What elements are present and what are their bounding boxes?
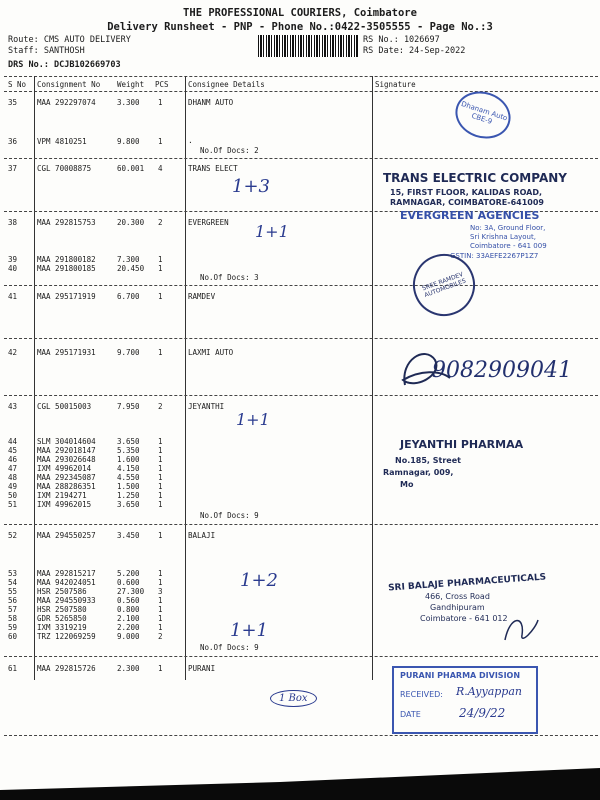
cell-sno: 57 xyxy=(8,605,18,614)
cell-sno: 47 xyxy=(8,464,18,473)
cell-consignment: MAA 292815217 xyxy=(37,569,96,578)
cell-consignment: MAA 942024051 xyxy=(37,578,96,587)
cell-weight: 27.300 xyxy=(117,587,145,596)
cell-consignment: IXM 49962014 xyxy=(37,464,92,473)
cell-pcs: 1 xyxy=(158,482,163,491)
jeyanthi-stamp-line: No.185, Street xyxy=(395,456,461,465)
cell-pcs: 1 xyxy=(158,464,163,473)
cell-weight: 1.250 xyxy=(117,491,140,500)
cell-weight: 5.350 xyxy=(117,446,140,455)
cell-consignee: TRANS ELECT xyxy=(188,164,238,173)
cell-consignment: MAA 288286351 xyxy=(37,482,96,491)
cell-weight: 3.300 xyxy=(117,98,140,107)
cell-weight: 20.450 xyxy=(117,264,145,273)
purani-stamp-line: 24/9/22 xyxy=(459,706,506,720)
purani-receipt-stamp xyxy=(392,666,538,734)
cell-consignee: EVERGREEN xyxy=(188,218,229,227)
cell-sno: 60 xyxy=(8,632,18,641)
purani-stamp-line: PURANI PHARMA DIVISION xyxy=(400,671,521,680)
divider xyxy=(4,395,598,396)
cell-weight: 4.550 xyxy=(117,473,140,482)
cell-weight: 9.700 xyxy=(117,348,140,357)
col-header-consignee: Consignee Details xyxy=(188,80,265,89)
cell-pcs: 1 xyxy=(158,473,163,482)
cell-sno: 41 xyxy=(8,292,18,301)
cell-weight: 4.150 xyxy=(117,464,140,473)
divider xyxy=(4,735,598,736)
divider xyxy=(4,91,598,92)
handwritten-count: 1+1 xyxy=(236,410,270,429)
cell-consignee: BALAJI xyxy=(188,531,216,540)
column-rule xyxy=(34,76,35,680)
cell-pcs: 2 xyxy=(158,632,163,641)
cell-consignment: MAA 291800182 xyxy=(37,255,96,264)
handwritten-count: 1+1 xyxy=(255,222,289,241)
cell-pcs: 1 xyxy=(158,98,163,107)
evergreen-stamp-line: EVERGREEN AGENCIES xyxy=(400,209,540,222)
column-rule xyxy=(185,76,186,680)
balaji-stamp-line: SRI BALAJE PHARMACEUTICALS xyxy=(387,572,547,594)
cell-consignment: GDR 5265850 xyxy=(37,614,87,623)
rs-date: RS Date: 24-Sep-2022 xyxy=(363,46,466,56)
route-label: Route: CMS AUTO DELIVERY xyxy=(8,35,131,45)
divider xyxy=(4,76,598,77)
cell-sno: 39 xyxy=(8,255,18,264)
cell-sno: 55 xyxy=(8,587,18,596)
purani-stamp-line: DATE xyxy=(400,710,421,719)
cell-pcs: 1 xyxy=(158,500,163,509)
cell-consignment: MAA 294550933 xyxy=(37,596,96,605)
cell-weight: 2.100 xyxy=(117,614,140,623)
purani-stamp-line: R.Ayyappan xyxy=(456,685,522,698)
docs-count: No.Of Docs: 2 xyxy=(200,146,259,155)
cell-consignment: MAA 293026648 xyxy=(37,455,96,464)
cell-pcs: 1 xyxy=(158,664,163,673)
cell-weight: 7.300 xyxy=(117,255,140,264)
cell-sno: 36 xyxy=(8,137,18,146)
cell-pcs: 1 xyxy=(158,255,163,264)
divider xyxy=(4,524,598,525)
divider xyxy=(4,285,598,286)
cell-sno: 59 xyxy=(8,623,18,632)
dot-mark: . xyxy=(188,136,193,145)
cell-pcs: 2 xyxy=(158,218,163,227)
cell-consignee: JEYANTHI xyxy=(188,402,225,411)
cell-sno: 51 xyxy=(8,500,18,509)
cell-pcs: 1 xyxy=(158,348,163,357)
dhanam-stamp: Dhanam Auto CBE-9 xyxy=(449,84,516,145)
cell-consignment: HSR 2507580 xyxy=(37,605,87,614)
cell-consignment: MAA 292815726 xyxy=(37,664,96,673)
divider xyxy=(4,338,598,339)
cell-pcs: 1 xyxy=(158,264,163,273)
cell-pcs: 1 xyxy=(158,623,163,632)
cell-consignment: HSR 2507586 xyxy=(37,587,87,596)
col-header-sno: S No xyxy=(8,80,27,89)
rs-number: RS No.: 1026697 xyxy=(363,35,440,45)
cell-weight: 0.800 xyxy=(117,605,140,614)
handwritten-count: 1+3 xyxy=(232,176,270,197)
cell-pcs: 1 xyxy=(158,578,163,587)
jeyanthi-stamp-line: Ramnagar, 009, xyxy=(383,468,454,477)
document-subtitle: Delivery Runsheet - PNP - Phone No.:0422-3505555 - Page No.:3 xyxy=(107,21,493,33)
cell-consignment: MAA 292018147 xyxy=(37,446,96,455)
col-header-pcs: PCS xyxy=(155,80,169,89)
balaji-stamp-line: Gandhipuram xyxy=(430,603,485,612)
cell-consignment: CGL 70008875 xyxy=(37,164,92,173)
trans-stamp-line: 15, FIRST FLOOR, KALIDAS ROAD, xyxy=(390,188,543,197)
purani-stamp-line: RECEIVED: xyxy=(400,690,443,699)
cell-sno: 42 xyxy=(8,348,18,357)
trans-stamp-line: TRANS ELECTRIC COMPANY xyxy=(383,171,567,185)
cell-weight: 7.950 xyxy=(117,402,140,411)
cell-consignment: IXM 49962015 xyxy=(37,500,92,509)
cell-weight: 0.560 xyxy=(117,596,140,605)
cell-sno: 49 xyxy=(8,482,18,491)
cell-weight: 9.000 xyxy=(117,632,140,641)
jeyanthi-stamp-line: JEYANTHI PHARMAA xyxy=(400,438,524,451)
cell-weight: 3.650 xyxy=(117,500,140,509)
cell-weight: 2.200 xyxy=(117,623,140,632)
cell-consignment: MAA 292815753 xyxy=(37,218,96,227)
evergreen-stamp-line: GSTIN: 33AEFE2267P1Z7 xyxy=(450,252,539,260)
cell-consignment: MAA 294550257 xyxy=(37,531,96,540)
cell-consignment: IXM 3319219 xyxy=(37,623,87,632)
staff-label: Staff: SANTHOSH xyxy=(8,46,85,56)
cell-sno: 53 xyxy=(8,569,18,578)
evergreen-stamp-line: No: 3A, Ground Floor, xyxy=(470,224,546,232)
cell-pcs: 2 xyxy=(158,402,163,411)
cell-consignment: SLM 304014604 xyxy=(37,437,96,446)
cell-consignment: MAA 291800185 xyxy=(37,264,96,273)
cell-weight: 20.300 xyxy=(117,218,145,227)
col-header-consignment: Consignment No xyxy=(37,80,101,89)
cell-sno: 58 xyxy=(8,614,18,623)
barcode xyxy=(258,35,358,57)
cell-sno: 52 xyxy=(8,531,18,540)
cell-pcs: 1 xyxy=(158,614,163,623)
cell-pcs: 1 xyxy=(158,137,163,146)
cell-pcs: 1 xyxy=(158,569,163,578)
cell-consignment: MAA 295171919 xyxy=(37,292,96,301)
cell-sno: 43 xyxy=(8,402,18,411)
ramdev-stamp: SREE RAMDEV AUTOMOBILES xyxy=(404,245,483,324)
cell-pcs: 1 xyxy=(158,292,163,301)
cell-pcs: 3 xyxy=(158,587,163,596)
cell-weight: 5.200 xyxy=(117,569,140,578)
evergreen-stamp-line: Sri Krishna Layout, xyxy=(470,233,536,241)
cell-sno: 35 xyxy=(8,98,18,107)
cell-consignment: MAA 295171931 xyxy=(37,348,96,357)
cell-weight: 3.650 xyxy=(117,437,140,446)
cell-consignment: TRZ 122069259 xyxy=(37,632,96,641)
cell-sno: 44 xyxy=(8,437,18,446)
cell-sno: 61 xyxy=(8,664,18,673)
docs-count: No.Of Docs: 3 xyxy=(200,273,259,282)
cell-consignee: PURANI xyxy=(188,664,216,673)
cell-consignee: RAMDEV xyxy=(188,292,216,301)
docs-count: No.Of Docs: 9 xyxy=(200,511,259,520)
jeyanthi-stamp-line: Mo xyxy=(400,480,414,489)
cell-weight: 0.600 xyxy=(117,578,140,587)
cell-consignment: VPM 4810251 xyxy=(37,137,87,146)
cell-consignee: DHANM AUTO xyxy=(188,98,234,107)
cell-sno: 38 xyxy=(8,218,18,227)
handwritten-count: 1+1 xyxy=(230,620,268,641)
column-rule xyxy=(372,76,373,680)
handwritten-count: 1+2 xyxy=(240,570,278,591)
cell-sno: 54 xyxy=(8,578,18,587)
cell-pcs: 1 xyxy=(158,446,163,455)
trans-stamp-line: RAMNAGAR, COIMBATORE-641009 xyxy=(390,198,544,207)
cell-pcs: 1 xyxy=(158,437,163,446)
balaji-stamp-line: Coimbatore - 641 012 xyxy=(420,614,508,623)
document-title: THE PROFESSIONAL COURIERS, Coimbatore xyxy=(183,7,417,19)
divider xyxy=(4,158,598,159)
scan-shadow xyxy=(0,760,600,800)
col-header-signature: Signature xyxy=(375,80,416,89)
cell-consignment: MAA 292297074 xyxy=(37,98,96,107)
cell-consignment: CGL 50015003 xyxy=(37,402,92,411)
cell-weight: 9.800 xyxy=(117,137,140,146)
cell-sno: 46 xyxy=(8,455,18,464)
evergreen-stamp-line: Coimbatore - 641 009 xyxy=(470,242,547,250)
cell-weight: 1.500 xyxy=(117,482,140,491)
cell-pcs: 1 xyxy=(158,455,163,464)
cell-weight: 6.700 xyxy=(117,292,140,301)
col-header-weight: Weight xyxy=(117,80,145,89)
cell-sno: 56 xyxy=(8,596,18,605)
cell-consignee: LAXMI AUTO xyxy=(188,348,234,357)
drs-number: DRS No.: DCJB102669703 xyxy=(8,60,121,70)
circled-note: 1 Box xyxy=(270,690,317,707)
signature xyxy=(395,340,455,400)
cell-weight: 2.300 xyxy=(117,664,140,673)
docs-count: No.Of Docs: 9 xyxy=(200,643,259,652)
cell-sno: 50 xyxy=(8,491,18,500)
cell-pcs: 1 xyxy=(158,596,163,605)
divider xyxy=(4,656,598,657)
cell-consignment: IXM 2194271 xyxy=(37,491,87,500)
cell-weight: 3.450 xyxy=(117,531,140,540)
cell-sno: 40 xyxy=(8,264,18,273)
cell-pcs: 1 xyxy=(158,491,163,500)
cell-sno: 48 xyxy=(8,473,18,482)
cell-pcs: 1 xyxy=(158,531,163,540)
handwritten-phone: 9082909041 xyxy=(432,358,572,383)
cell-weight: 60.001 xyxy=(117,164,145,173)
cell-pcs: 1 xyxy=(158,605,163,614)
cell-pcs: 4 xyxy=(158,164,163,173)
cell-sno: 45 xyxy=(8,446,18,455)
cell-weight: 1.600 xyxy=(117,455,140,464)
cell-consignment: MAA 292345087 xyxy=(37,473,96,482)
cell-sno: 37 xyxy=(8,164,18,173)
balaji-stamp-line: 466, Cross Road xyxy=(425,592,490,601)
